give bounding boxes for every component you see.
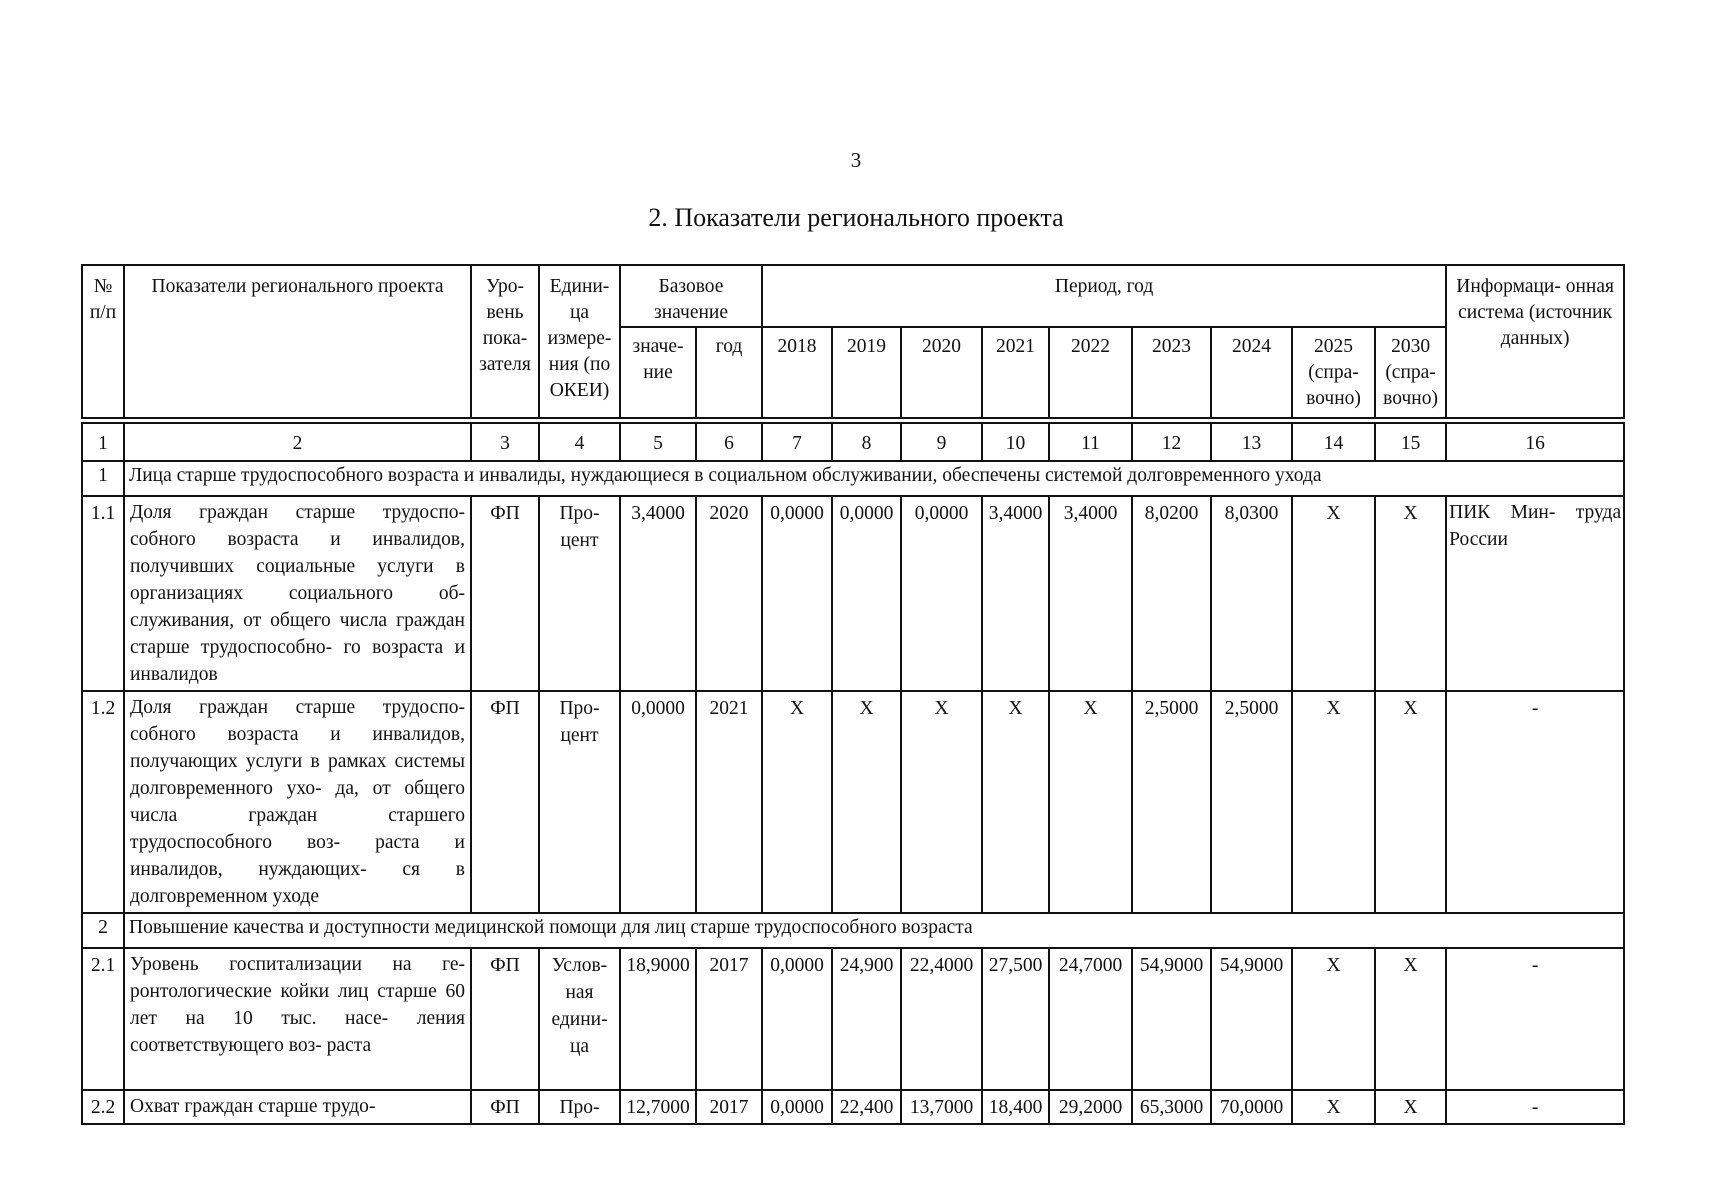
row-base-value: 18,9000 <box>620 948 696 1090</box>
row-value: 27,500 <box>982 948 1049 1090</box>
header-base: Базовое значение <box>620 265 762 327</box>
column-number: 16 <box>1446 423 1624 461</box>
row-value: 8,0300 <box>1211 496 1292 691</box>
page-number: 3 <box>850 148 862 172</box>
column-number: 7 <box>762 423 832 461</box>
row-base-value: 12,7000 <box>620 1090 696 1124</box>
row-value: 54,9000 <box>1211 948 1292 1090</box>
row-unit: Про- цент <box>539 496 620 691</box>
row-value: X <box>1292 948 1375 1090</box>
row-level: ФП <box>471 496 539 691</box>
row-base-value: 3,4000 <box>620 496 696 691</box>
row-value: 3,4000 <box>982 496 1049 691</box>
row-level: ФП <box>471 948 539 1090</box>
header-year: 2020 <box>901 327 982 418</box>
header-year: 2023 <box>1132 327 1211 418</box>
table-row <box>82 496 1624 691</box>
row-base-year: 2021 <box>696 691 762 913</box>
row-source: - <box>1446 691 1624 913</box>
row-value: X <box>1375 948 1446 1090</box>
row-level: ФП <box>471 691 539 913</box>
row-value: 0,0000 <box>762 948 832 1090</box>
row-value: 13,7000 <box>901 1090 982 1124</box>
row-value: 0,0000 <box>762 1090 832 1124</box>
column-number: 12 <box>1132 423 1211 461</box>
row-value: 0,0000 <box>762 496 832 691</box>
row-value: 65,3000 <box>1132 1090 1211 1124</box>
column-number: 13 <box>1211 423 1292 461</box>
row-value: X <box>832 691 901 913</box>
column-number: 3 <box>471 423 539 461</box>
header-year: 2030 (спра- вочно) <box>1375 327 1446 418</box>
row-base-year: 2017 <box>696 948 762 1090</box>
header-year: 2025 (спра- вочно) <box>1292 327 1375 418</box>
row-value: 24,900 <box>832 948 901 1090</box>
header-year: 2021 <box>982 327 1049 418</box>
row-base-year: 2020 <box>696 496 762 691</box>
column-number: 14 <box>1292 423 1375 461</box>
header-base-year: год <box>696 327 762 418</box>
row-indicator: Доля граждан старше трудоспо- собного возраста и инвалидов, получающих услуги в рамках системы долговременного ухо- да, от общего числа граждан старшего трудоспособного воз- раста и инвалидов, нуждающих- ся в долговременном уходе <box>124 691 471 913</box>
row-value: 3,4000 <box>1049 496 1132 691</box>
section-row <box>82 461 1624 496</box>
row-unit: Про- цент <box>539 691 620 913</box>
row-source: - <box>1446 1090 1624 1124</box>
row-base-value: 0,0000 <box>620 691 696 913</box>
row-value: X <box>762 691 832 913</box>
row-value: 2,5000 <box>1211 691 1292 913</box>
row-unit: Про- <box>539 1090 620 1124</box>
header-level: Уро- вень пока- зателя <box>471 265 539 418</box>
section-title: Лица старше трудоспособного возраста и инвалиды, нуждающиеся в социальном обслуживании, обеспечены системой долговременного ухода <box>124 461 1624 496</box>
row-level: ФП <box>471 1090 539 1124</box>
column-number: 8 <box>832 423 901 461</box>
row-indicator: Уровень госпитализации на ге- ронтологические койки лиц старше 60 лет на 10 тыс. насе- ления соответствующего воз- раста <box>124 948 471 1090</box>
column-number: 2 <box>124 423 471 461</box>
row-value: X <box>982 691 1049 913</box>
row-value: X <box>1292 691 1375 913</box>
row-value: X <box>1375 1090 1446 1124</box>
row-value: 22,4000 <box>901 948 982 1090</box>
row-unit: Услов- ная едини- ца <box>539 948 620 1090</box>
row-value: 24,7000 <box>1049 948 1132 1090</box>
row-num: 2.2 <box>82 1090 124 1124</box>
row-base-year: 2017 <box>696 1090 762 1124</box>
row-value: 22,400 <box>832 1090 901 1124</box>
header-year: 2022 <box>1049 327 1132 418</box>
header-num: № п/п <box>82 265 124 418</box>
section-title: Повышение качества и доступности медицинской помощи для лиц старше трудоспособного возраста <box>124 913 1624 948</box>
row-value: X <box>1375 496 1446 691</box>
row-num: 2.1 <box>82 948 124 1090</box>
row-value: X <box>1049 691 1132 913</box>
column-number: 4 <box>539 423 620 461</box>
column-number-row <box>82 423 1624 461</box>
section-num: 1 <box>82 461 124 496</box>
row-num: 1.1 <box>82 496 124 691</box>
column-number: 10 <box>982 423 1049 461</box>
row-num: 1.2 <box>82 691 124 913</box>
column-number: 9 <box>901 423 982 461</box>
row-value: 29,2000 <box>1049 1090 1132 1124</box>
header-base-value: значе- ние <box>620 327 696 418</box>
row-value: X <box>901 691 982 913</box>
row-value: X <box>1292 496 1375 691</box>
row-value: X <box>1292 1090 1375 1124</box>
row-source: - <box>1446 948 1624 1090</box>
page-title: 2. Показатели регионального проекта <box>648 203 1064 232</box>
column-number: 6 <box>696 423 762 461</box>
column-number: 1 <box>82 423 124 461</box>
section-row <box>82 913 1624 948</box>
row-source: ПИК Мин- труда России <box>1446 496 1624 691</box>
column-number: 15 <box>1375 423 1446 461</box>
header-year: 2019 <box>832 327 901 418</box>
column-number: 5 <box>620 423 696 461</box>
row-value: 2,5000 <box>1132 691 1211 913</box>
row-indicator: Охват граждан старше трудо- <box>124 1090 471 1124</box>
table-row <box>82 691 1624 913</box>
row-indicator: Доля граждан старше трудоспо- собного возраста и инвалидов, получивших социальные услуги в организациях социального об- служивания, от общего числа граждан старше трудоспособно- го возраста и инвалидов <box>124 496 471 691</box>
header-source: Информаци- онная система (источник данных) <box>1446 265 1624 418</box>
header-year: 2024 <box>1211 327 1292 418</box>
row-value: 18,400 <box>982 1090 1049 1124</box>
table-row <box>82 1090 1624 1124</box>
column-number: 11 <box>1049 423 1132 461</box>
table-row <box>82 948 1624 1090</box>
indicators-table <box>81 264 1625 1125</box>
row-value: 0,0000 <box>832 496 901 691</box>
row-value: 0,0000 <box>901 496 982 691</box>
row-value: 70,0000 <box>1211 1090 1292 1124</box>
header-year: 2018 <box>762 327 832 418</box>
row-value: 8,0200 <box>1132 496 1211 691</box>
header-period: Период, год <box>762 265 1446 327</box>
row-value: X <box>1375 691 1446 913</box>
header-indicator: Показатели регионального проекта <box>124 265 471 418</box>
row-value: 54,9000 <box>1132 948 1211 1090</box>
header-unit: Едини- ца измере- ния (по ОКЕИ) <box>539 265 620 418</box>
section-num: 2 <box>82 913 124 948</box>
